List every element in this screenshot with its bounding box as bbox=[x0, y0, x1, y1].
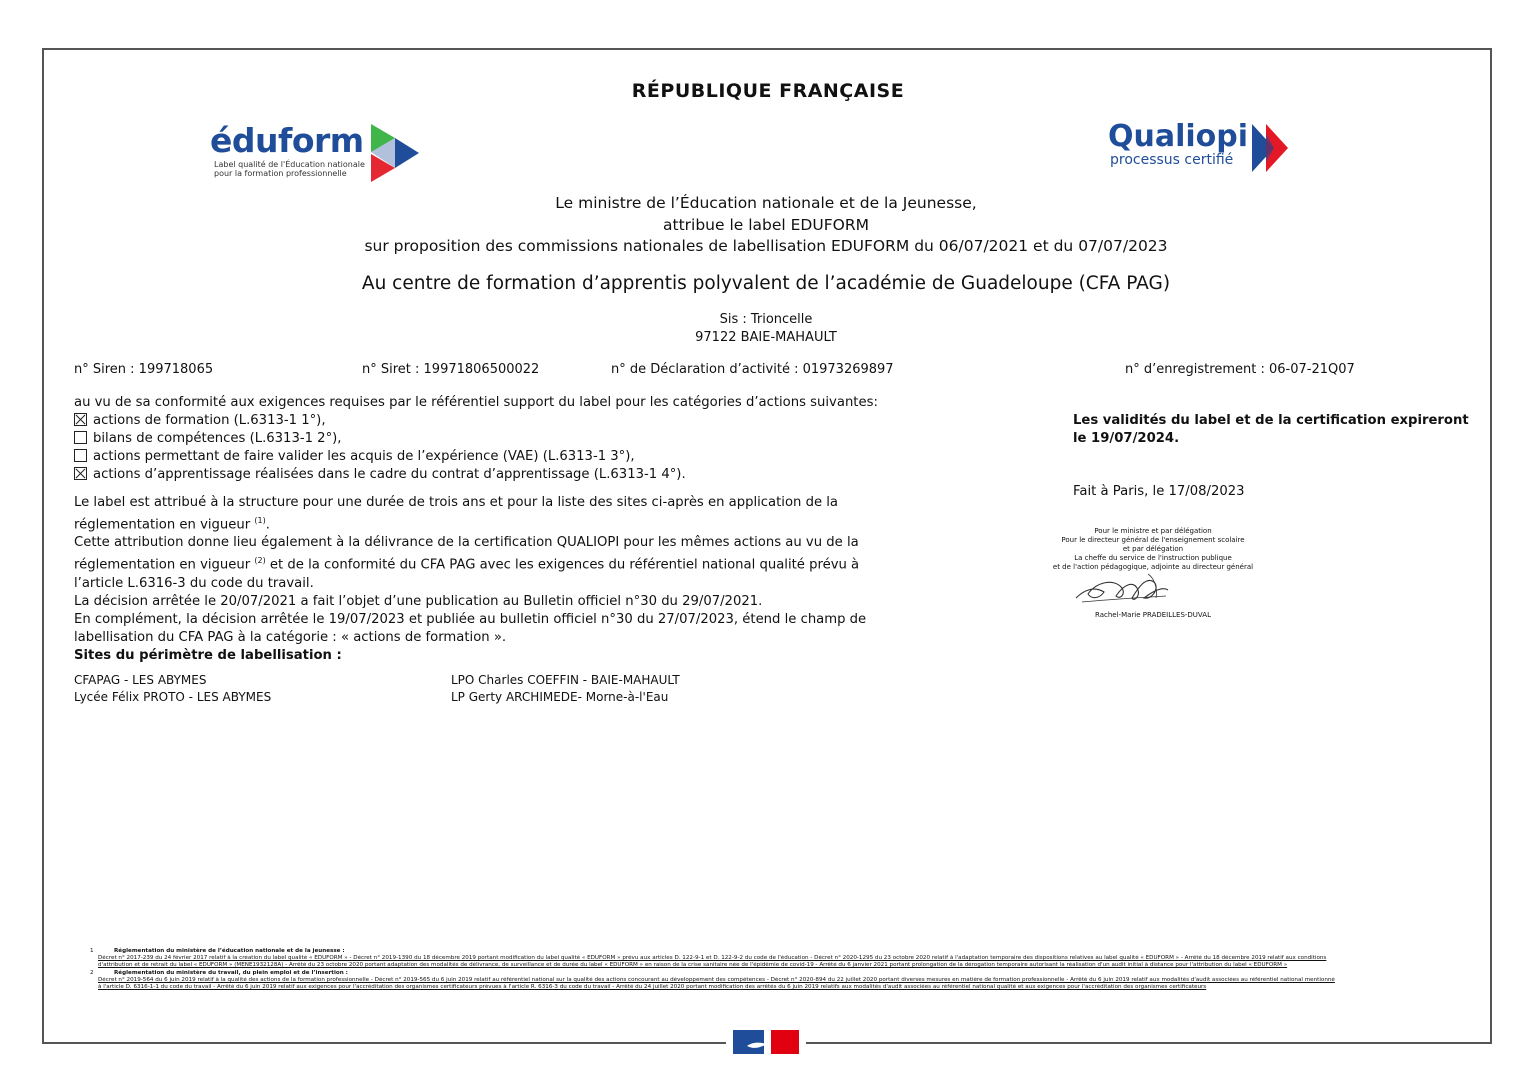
p1-line-1: Le label est attribué à la structure pour une durée de trois ans et pour la liste des sites ci-après en application de la bbox=[74, 495, 839, 510]
p2-line-2: réglementation en vigueur $^{(2)}$ et de la conformité du CFA PAG avec les exigences du référentiel national qualité prévu à bbox=[74, 556, 860, 573]
delegation-line: et par délégation bbox=[1122, 545, 1184, 553]
footnotes bbox=[90, 948, 1470, 991]
intro-line-3: sur proposition des commissions nationales de labellisation EDUFORM du 06/07/2021 et du 07/07/2023 bbox=[364, 237, 1168, 255]
qualiopi-arrow-icon bbox=[1248, 124, 1298, 174]
eduform-subtitle-2: pour la formation professionnelle bbox=[214, 169, 347, 178]
p4-line-1: En complément, la décision arrêtée le 19/07/2023 et publiée au bulletin officiel n°30 du 27/07/2023, étend le champ de bbox=[74, 611, 867, 627]
siret-number: n° Siret : 19971806500022 bbox=[362, 362, 540, 377]
marianne-emblem-icon bbox=[733, 1030, 799, 1054]
site-item: LPO Charles COEFFIN - BAIE-MAHAULT bbox=[451, 673, 680, 687]
paragraph-block bbox=[74, 494, 866, 647]
delegation-line: et de l'action pédagogique, adjointe au directeur général bbox=[1052, 563, 1254, 571]
p4-line-2: labellisation du CFA PAG à la catégorie : « actions de formation ». bbox=[74, 629, 507, 645]
validity-notice bbox=[1073, 412, 1469, 448]
intro-line-2: attribue le label EDUFORM bbox=[663, 216, 869, 234]
action-row-apprentissage bbox=[74, 466, 878, 484]
action-label: actions d’apprentissage réalisées dans le cadre du contrat d’apprentissage (L.6313-1 4°). bbox=[93, 467, 686, 482]
checked-box-icon bbox=[74, 413, 87, 426]
delegation-block bbox=[1048, 527, 1258, 572]
action-label: actions de formation (L.6313-1 1°), bbox=[93, 413, 326, 428]
footnote-1-line-1: Décret n° 2017-239 du 24 février 2017 relatif à la création du label qualité « EDUFORM » - Décret n° 2019-1390 du 18 décembre 2019 portant modification du label qualité « EDUFORM » prévu aux articles D. 122-9-1 et D. 122-9-2 du code de l'éducation - Décret n° 2020-1295 du 23 octobre 2020 relatif à l'adaptation temporaire des dispositions relatives au label qualité « EDUFORM » - Arrêté du 18 décembre 2019 relatif aux conditions bbox=[98, 955, 1327, 962]
eduform-logo bbox=[210, 121, 423, 182]
sites-title: Sites du périmètre de labellisation : bbox=[74, 648, 342, 663]
centre-address-1: Sis : Trioncelle bbox=[719, 312, 813, 327]
page-title: RÉPUBLIQUE FRANÇAISE bbox=[631, 80, 905, 102]
siren-number: n° Siren : 199718065 bbox=[74, 362, 214, 377]
footnote-1-heading: 1 Réglementation du ministère de l’éducation nationale et de la jeunesse : bbox=[90, 948, 345, 954]
bottom-border-left bbox=[42, 1042, 726, 1044]
qualiopi-subtitle: processus certifié bbox=[1110, 152, 1234, 168]
site-item: Lycée Félix PROTO - LES ABYMES bbox=[74, 690, 272, 704]
centre-address-2: 97122 BAIE-MAHAULT bbox=[695, 330, 837, 345]
footnote-2-line-2: à l'article D. 6316-1-1 du code du travail - Arrêté du 6 juin 2019 relatif aux exigences pour l'accréditation des organismes certificateurs prévues à l'article R. 6316-3 du code du travail - Arrêté du 24 juillet 2020 portant modification des arrêtés du 6 juin 2019 relatifs aux modalités d'audit associées au référentiel national qualité et aux exigences pour l'accréditation des organismes certificateurs bbox=[98, 984, 1207, 991]
delegation-line: Pour le directeur général de l'enseignement scolaire bbox=[1061, 536, 1245, 544]
footnote-ref-2: (2) bbox=[254, 556, 266, 566]
validity-line-1: Les validités du label et de la certification expireront bbox=[1073, 413, 1469, 428]
action-row-formation bbox=[74, 412, 878, 430]
declaration-number: n° de Déclaration d’activité : 01973269897 bbox=[611, 362, 894, 377]
p2-line-1: Cette attribution donne lieu également à la délivrance de la certification QUALIOPI pour les mêmes actions au vu de la bbox=[74, 535, 859, 551]
registration-number: n° d’enregistrement : 06-07-21Q07 bbox=[1125, 362, 1355, 377]
validity-line-2: le 19/07/2024. bbox=[1073, 431, 1180, 446]
bottom-border-right bbox=[806, 1042, 1492, 1044]
p2-line-3: l’article L.6316-3 du code du travail. bbox=[74, 575, 314, 591]
site-item: CFAPAG - LES ABYMES bbox=[74, 673, 207, 687]
footnote-1-line-2: d'attribution et de retrait du label « EDUFORM » (MENE1932128A) - Arrêté du 23 octobre 2020 portant adaptation des modalités de délivrance, de surveillance et de durée du label « EDUFORM » en raison de la crise sanitaire née de l'épidémie de covid-19 - Arrêté du 6 janvier 2021 portant prolongation de la dérogation temporaire autorisant la réalisation d'un audit initial à distance pour l'attribution du label « EDUFORM » bbox=[98, 962, 1288, 969]
delegation-line: La cheffe du service de l'instruction publique bbox=[1074, 554, 1232, 562]
centre-name: Au centre de formation d’apprentis polyvalent de l’académie de Guadeloupe (CFA PAG) bbox=[361, 273, 1171, 294]
p3-line: La décision arrêtée le 20/07/2021 a fait l’objet d’une publication au Bulletin officiel n°30 du 29/07/2021. bbox=[74, 593, 763, 609]
footnote-ref-1: (1) bbox=[254, 516, 266, 525]
conformity-intro: au vu de sa conformité aux exigences requises par le référentiel support du label pour les catégories d’actions suivantes: bbox=[74, 395, 878, 410]
intro-line-1: Le ministre de l’Éducation nationale et de la Jeunesse, bbox=[555, 194, 977, 212]
site-item: LP Gerty ARCHIMEDE- Morne-à-l'Eau bbox=[451, 690, 669, 704]
eduform-arrow-icon bbox=[371, 124, 423, 182]
action-row-bilans bbox=[74, 430, 878, 448]
action-label: bilans de compétences (L.6313-1 2°), bbox=[93, 431, 342, 446]
conformity-section bbox=[74, 394, 878, 484]
footnote-2-line-1: Décret n° 2019-564 du 6 juin 2019 relatif à la qualité des actions de la formation professionnelle - Décret n° 2019-565 du 6 juin 2019 relatif au référentiel national sur la qualité des actions concourant au développement des compétences - Décret n° 2020-894 du 22 juillet 2020 portant diverses mesures en matière de formation professionnelle - Arrêté du 6 juin 2019 relatif aux modalités d'audit associées au référentiel national mentionné bbox=[98, 976, 1335, 983]
eduform-subtitle-1: Label qualité de l'Éducation nationale bbox=[214, 160, 365, 169]
place-date: Fait à Paris, le 17/08/2023 bbox=[1073, 484, 1245, 499]
footnote-2-heading: 2 Réglementation du ministère du travail, du plein emploi et de l’insertion : bbox=[90, 969, 348, 976]
action-row-vae bbox=[74, 448, 878, 466]
empty-box-icon bbox=[74, 431, 87, 444]
signature-icon bbox=[1074, 568, 1174, 608]
signatory-name: Rachel-Marie PRADEILLES-DUVAL bbox=[1095, 611, 1211, 619]
empty-box-icon bbox=[74, 449, 87, 462]
eduform-wordmark: éduform bbox=[210, 121, 364, 160]
delegation-line: Pour le ministre et par délégation bbox=[1094, 527, 1212, 535]
qualiopi-wordmark: Qualiopi bbox=[1108, 119, 1249, 154]
qualiopi-logo bbox=[1108, 119, 1298, 174]
p1-line-2: réglementation en vigueur $^{(1)}$. bbox=[74, 516, 270, 533]
checked-box-icon bbox=[74, 467, 87, 480]
action-label: actions permettant de faire valider les acquis de l’expérience (VAE) (L.6313-1 3°), bbox=[93, 449, 635, 464]
